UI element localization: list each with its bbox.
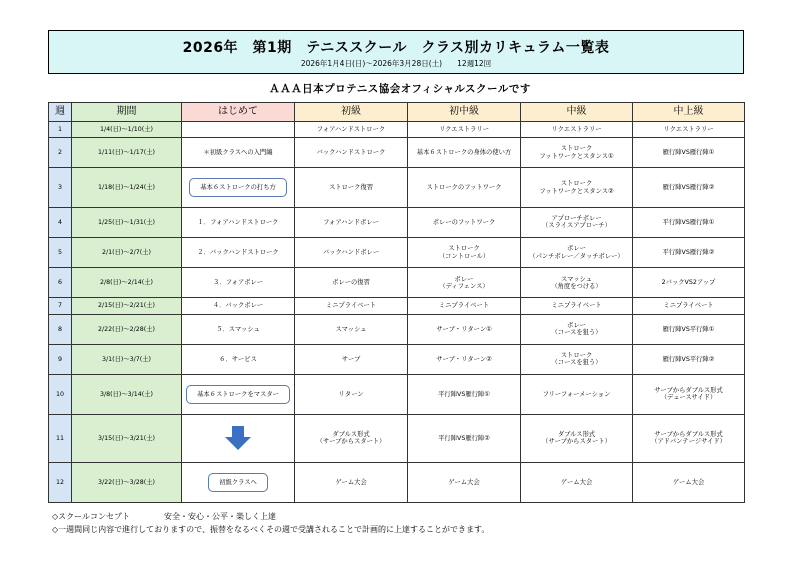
lower-intermediate-cell: 平行陣VS雁行陣② [408,414,521,463]
upper-intermediate-cell: 雁行陣VS雁行陣② [633,168,745,208]
hajimete-cell: ６．サービス [182,344,295,374]
week-cell: 7 [49,298,72,314]
down-arrow-icon [225,426,251,450]
period-cell: 2/15(日)～2/21(土) [72,298,182,314]
hajimete-cell [182,168,295,208]
intermediate-cell: ストローク フットワークとスタンス① [521,138,633,168]
week-cell: 5 [49,238,72,268]
col-header-intermediate: 中級 [521,103,633,122]
beginner-cell: ゲーム大会 [295,463,408,503]
lower-intermediate-cell: ストロークのフットワーク [408,168,521,208]
hajimete-cell [182,375,295,415]
table-row [49,344,745,374]
intermediate-cell: ミニプライベート [521,298,633,314]
upper-intermediate-cell: 平行陣VS雁行陣② [633,238,745,268]
beginner-cell: リターン [295,375,408,415]
upper-intermediate-cell: サーブからダブルス形式 （アドバンテージサイド） [633,414,745,463]
upper-intermediate-cell: 平行陣VS雁行陣① [633,207,745,237]
hajimete-cell: ３．フォアボレー [182,268,295,298]
milestone-box: 初級クラスへ [208,473,268,492]
intermediate-cell: ボレー （コースを狙う） [521,314,633,344]
lower-intermediate-cell: ストローク （コントロール） [408,238,521,268]
curriculum-table [48,102,745,503]
intermediate-cell: リクエストラリー [521,122,633,138]
school-subtitle: ＡＡＡ日本プロテニス協会オフィシャルスクールです [269,83,531,95]
table-row [49,122,745,138]
lower-intermediate-cell: 平行陣VS雁行陣① [408,375,521,415]
period-cell: 1/25(日)～1/31(土) [72,207,182,237]
week-cell: 3 [49,168,72,208]
col-header-lower-intermediate: 初中級 [408,103,521,122]
header-row [49,103,745,122]
beginner-cell: バックハンドストローク [295,138,408,168]
table-row [49,298,745,314]
table-row [49,314,745,344]
table-row [49,207,745,237]
milestone-box: 基本６ストロークをマスター [186,385,290,404]
lower-intermediate-cell: ボレーのフットワーク [408,207,521,237]
week-cell: 8 [49,314,72,344]
beginner-cell: ダブルス形式 （サーブからスタート） [295,414,408,463]
title-box [48,30,744,74]
hajimete-cell [182,414,295,463]
beginner-cell: ストローク復習 [295,168,408,208]
intermediate-cell: フリーフォーメーション [521,375,633,415]
week-cell: 6 [49,268,72,298]
lower-intermediate-cell: ミニプライベート [408,298,521,314]
hajimete-cell: ４．バックボレー [182,298,295,314]
intermediate-cell: ストローク （コースを狙う） [521,344,633,374]
concept-line [52,510,489,523]
week-cell: 2 [49,138,72,168]
concept-label: ◇スクールコンセプト [52,512,130,521]
period-cell: 1/18(日)～1/24(土) [72,168,182,208]
lower-intermediate-cell: ボレー （ディフェンス） [408,268,521,298]
hajimete-cell: １．フォアハンドストローク [182,207,295,237]
week-cell: 12 [49,463,72,503]
table-row [49,375,745,415]
intermediate-cell: スマッシュ （角度をつける） [521,268,633,298]
week-cell: 1 [49,122,72,138]
intermediate-cell: ゲーム大会 [521,463,633,503]
table-row [49,138,745,168]
upper-intermediate-cell: 雁行陣VS平行陣② [633,344,745,374]
page-title: 2026年 第1期 テニススクール クラス別カリキュラム一覧表 [182,40,610,56]
period-cell: 3/22(日)～3/28(土) [72,463,182,503]
table-row [49,463,745,503]
period-cell: 1/4(日)～1/10(土) [72,122,182,138]
hajimete-cell: ２．バックハンドストローク [182,238,295,268]
col-header-period: 期間 [72,103,182,122]
lower-intermediate-cell: ゲーム大会 [408,463,521,503]
intermediate-cell: ストローク フットワークとスタンス② [521,168,633,208]
upper-intermediate-cell: サーブからダブルス形式 （デュースサイド） [633,375,745,415]
period-cell: 2/22(日)～2/28(土) [72,314,182,344]
week-cell: 10 [49,375,72,415]
beginner-cell: フォアハンドボレー [295,207,408,237]
intermediate-cell: ボレー （パンチボレー／タッチボレー） [521,238,633,268]
hajimete-cell [182,122,295,138]
upper-intermediate-cell: 雁行陣VS雁行陣① [633,138,745,168]
hajimete-cell: ５．スマッシュ [182,314,295,344]
upper-intermediate-cell: ゲーム大会 [633,463,745,503]
reschedule-note: ◇一週間同じ内容で進行しておりますので、振替をなるべくその週で受講されることで計画的に上達することができます。 [52,525,490,534]
date-range: 2026年1月4日(日)～2026年3月28日(土) 12週12回 [300,59,492,68]
period-cell: 3/8(日)～3/14(土) [72,375,182,415]
beginner-cell: フォアハンドストローク [295,122,408,138]
week-cell: 9 [49,344,72,374]
col-header-week: 週 [49,103,72,122]
lower-intermediate-cell: サーブ・リターン① [408,314,521,344]
col-header-beginner: 初級 [295,103,408,122]
hajimete-cell [182,463,295,503]
table-row [49,414,745,463]
beginner-cell: サーブ [295,344,408,374]
lower-intermediate-cell: 基本６ストロークの身体の使い方 [408,138,521,168]
col-header-hajimete: はじめて [182,103,295,122]
period-cell: 2/8(日)～2/14(土) [72,268,182,298]
upper-intermediate-cell: ミニプライベート [633,298,745,314]
notes [52,510,489,536]
lower-intermediate-cell: サーブ・リターン② [408,344,521,374]
beginner-cell: ボレーの復習 [295,268,408,298]
lower-intermediate-cell: リクエストラリー [408,122,521,138]
col-header-upper-intermediate: 中上級 [633,103,745,122]
week-cell: 11 [49,414,72,463]
week-cell: 4 [49,207,72,237]
upper-intermediate-cell: 雁行陣VS平行陣① [633,314,745,344]
beginner-cell: ミニプライベート [295,298,408,314]
table-row [49,168,745,208]
intermediate-cell: アプローチボレー （スライスアプローチ） [521,207,633,237]
table-row [49,238,745,268]
period-cell: 3/1(日)～3/7(土) [72,344,182,374]
upper-intermediate-cell: 2バックVS2アップ [633,268,745,298]
table-row [49,268,745,298]
period-cell: 3/15(日)～3/21(土) [72,414,182,463]
period-cell: 1/11(日)～1/17(土) [72,138,182,168]
concept-value: 安全・安心・公平・楽しく上達 [164,512,276,521]
intermediate-cell: ダブルス形式 （サーブからスタート） [521,414,633,463]
beginner-cell: バックハンドボレー [295,238,408,268]
milestone-box: 基本６ストロークの打ち方 [189,178,287,197]
upper-intermediate-cell: リクエストラリー [633,122,745,138]
period-cell: 2/1(日)～2/7(土) [72,238,182,268]
hajimete-cell: ＊初級クラスへの入門編 [182,138,295,168]
arrow-wrap [184,426,292,450]
beginner-cell: スマッシュ [295,314,408,344]
